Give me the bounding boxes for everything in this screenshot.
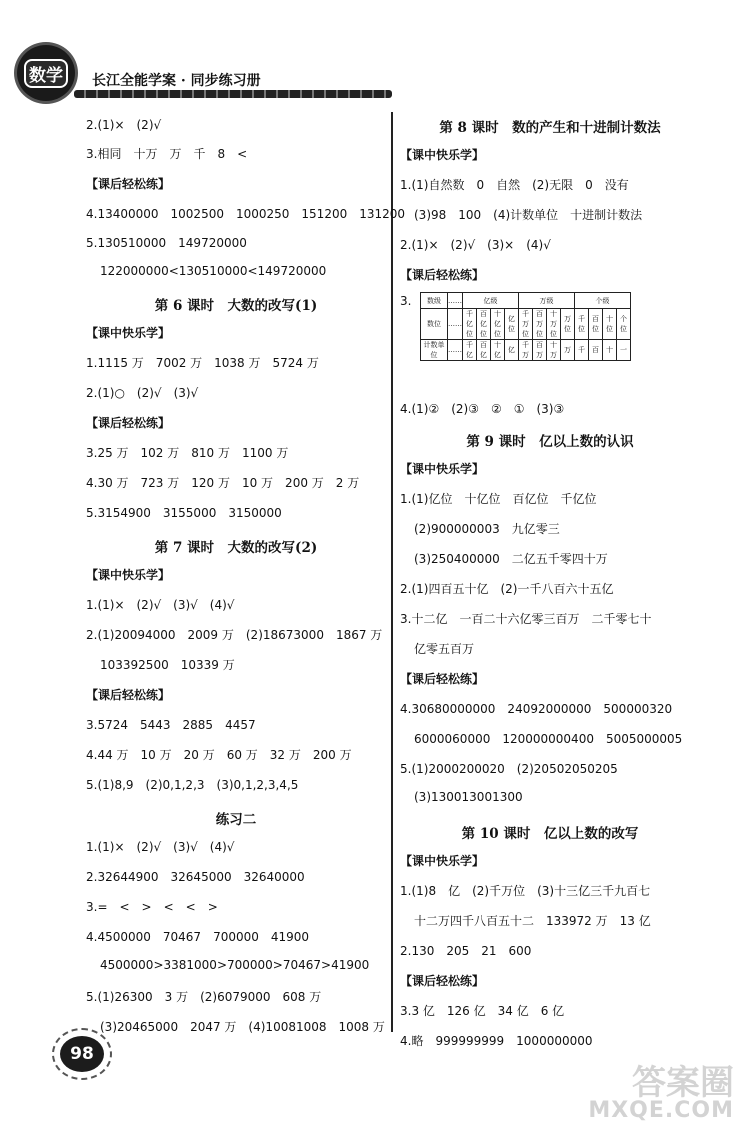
section-label: 【课后轻松练】 [400,672,485,686]
table-cell: 个位 [617,309,631,340]
table-cell: 万 [561,340,575,361]
answer-line: 2.(1)× (2)√ (3)× (4)√ [400,238,551,252]
table-cell: …… [448,340,463,361]
table-cell: 一 [617,340,631,361]
answer-line: 十二万四千八百五十二 133972 万 13 亿 [414,914,651,928]
section-label: 【课后轻松练】 [86,688,171,702]
table-cell: 亿 [505,340,519,361]
table-cell: 数位 [421,309,448,340]
answer-line: (3)20465000 2047 万 (4)10081008 1008 万 [100,1020,385,1034]
answer-line: (3)98 100 (4)计数单位 十进制计数法 [414,208,643,222]
table-cell: 十万 [547,340,561,361]
watermark-logo [588,1063,734,1123]
table-cell: 百万 [533,340,547,361]
table-cell: 个级 [575,293,631,309]
answer-line: 2.(1)20094000 2009 万 (2)18673000 1867 万 [86,628,383,642]
table-cell: 千位 [575,309,589,340]
answer-line: 3.十二亿 一百二十六亿零三百万 二千零七十 [400,612,652,626]
section-label: 【课后轻松练】 [86,177,171,191]
table-cell: 百亿位 [477,309,491,340]
answer-line: 3. [400,294,412,308]
place-value-table [420,292,631,361]
answer-line: 2.(1)四百五十亿 (2)一千八百六十五亿 [400,582,614,596]
section-label: 【课中快乐学】 [400,854,485,868]
column-divider [391,112,393,1032]
table-cell: 百 [589,340,603,361]
answer-line: 3.相同 十万 万 千 8 < [86,147,248,161]
section-label: 【课中快乐学】 [86,568,171,582]
section-label: 【课中快乐学】 [86,326,171,340]
section-label: 【课后轻松练】 [400,268,485,282]
answer-line: 4.44 万 10 万 20 万 60 万 32 万 200 万 [86,748,352,762]
answer-line: 103392500 10339 万 [100,658,235,672]
subject-logo [14,42,78,104]
answer-line: 4.13400000 1002500 1000250 151200 131200 [86,207,406,221]
section-label: 【课中快乐学】 [400,462,485,476]
answer-line: 4.30 万 723 万 120 万 10 万 200 万 2 万 [86,476,360,490]
answer-line: 4.30680000000 24092000000 500000320 [400,702,673,716]
answer-line: 1.(1)亿位 十亿位 百亿位 千亿位 [400,492,597,506]
table-cell: 十位 [603,309,617,340]
table-cell: 十 [603,340,617,361]
answer-line: 5.(1)26300 3 万 (2)6079000 608 万 [86,990,322,1004]
answer-line: 1.(1)8 亿 (2)千万位 (3)十三亿三千九百七 [400,884,651,898]
answer-line: (3)130013001300 [414,790,523,804]
answer-line: 5.130510000 149720000 [86,236,247,250]
table-cell: 千万位 [519,309,533,340]
table-cell: 百位 [589,309,603,340]
answer-line: 5.(1)2000200020 (2)20502050205 [400,762,618,776]
table-cell: 百万位 [533,309,547,340]
answer-line: 6000060000 120000000400 5005000005 [414,732,683,746]
table-cell: 百亿 [477,340,491,361]
answer-line: 4.略 999999999 1000000000 [400,1034,593,1048]
answer-line: 2.(1)× (2)√ [86,118,162,132]
table-cell: 万位 [561,309,575,340]
answer-line: 2.(1)○ (2)√ (3)√ [86,386,199,400]
answer-line: 4500000>3381000>700000>70467>41900 [100,958,370,972]
answer-line: 1.(1)× (2)√ (3)√ (4)√ [86,598,235,612]
page-number: 98 [60,1036,104,1072]
answer-line: 5.3154900 3155000 3150000 [86,506,282,520]
answer-line: 1.1115 万 7002 万 1038 万 5724 万 [86,356,319,370]
lesson-heading: 第 6 课时 大数的改写(1) [154,298,318,314]
answer-line: 1.(1)自然数 0 自然 (2)无限 0 没有 [400,178,629,192]
section-label: 【课中快乐学】 [400,148,485,162]
answer-line: 3.5724 5443 2885 4457 [86,718,256,732]
table-cell: …… [448,293,463,309]
table-cell: 千 [575,340,589,361]
answer-line: 3.25 万 102 万 810 万 1100 万 [86,446,289,460]
lesson-heading: 第 9 课时 亿以上数的认识 [466,434,634,450]
answer-line: 3.3 亿 126 亿 34 亿 6 亿 [400,1004,565,1018]
page-header [14,42,394,112]
section-label: 【课后轻松练】 [86,416,171,430]
answer-line: 2.130 205 21 600 [400,944,532,958]
table-cell: 数级 [421,293,448,309]
book-title: 长江全能学案 · 同步练习册 [92,73,261,89]
table-cell: 亿位 [505,309,519,340]
answer-line: (3)250400000 二亿五千零四十万 [414,552,608,566]
table-cell: 千亿位 [463,309,477,340]
section-label: 【课后轻松练】 [400,974,485,988]
answer-line: 4.(1)② (2)③ ② ① (3)③ [400,402,565,416]
answer-line: 2.32644900 32645000 32640000 [86,870,305,884]
lesson-heading: 第 8 课时 数的产生和十进制计数法 [439,120,661,136]
answer-line: 5.(1)8,9 (2)0,1,2,3 (3)0,1,2,3,4,5 [86,778,299,792]
lesson-heading: 第 10 课时 亿以上数的改写 [461,826,639,842]
lesson-heading: 第 7 课时 大数的改写(2) [154,540,318,556]
lesson-heading: 练习二 [215,812,257,828]
table-cell: 千万 [519,340,533,361]
logo-text: 数学 [24,59,68,88]
table-cell: 十万位 [547,309,561,340]
answer-line: 122000000<130510000<149720000 [100,264,327,278]
answer-line: 1.(1)× (2)√ (3)√ (4)√ [86,840,235,854]
answer-line: 3.= < > < < > [86,900,218,914]
table-cell: 千亿 [463,340,477,361]
watermark-url: MXQE.COM [588,1098,734,1123]
table-cell: 计数单位 [421,340,448,361]
table-cell: …… [448,309,463,340]
table-cell: 亿级 [463,293,519,309]
answer-line: 亿零五百万 [414,642,475,656]
answer-line: 4.4500000 70467 700000 41900 [86,930,310,944]
table-cell: 万级 [519,293,575,309]
table-cell: 十亿 [491,340,505,361]
watermark-text: 答案圈 [632,1063,734,1103]
answer-line: (2)900000003 九亿零三 [414,522,560,536]
header-decoration [74,90,392,98]
table-cell: 十亿位 [491,309,505,340]
